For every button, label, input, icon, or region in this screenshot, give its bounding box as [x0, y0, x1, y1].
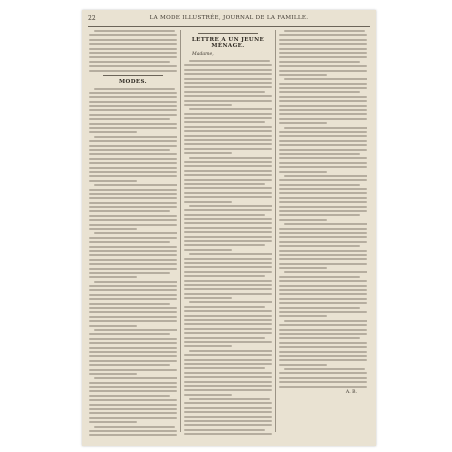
text-line	[279, 149, 367, 151]
text-line	[89, 171, 177, 173]
text-line	[89, 197, 177, 199]
text-line	[184, 113, 272, 115]
text-line	[279, 171, 327, 173]
text-line	[89, 434, 177, 436]
text-line	[279, 43, 367, 45]
text-line	[279, 236, 367, 238]
text-line	[284, 271, 367, 273]
text-line	[184, 64, 272, 66]
text-line	[184, 91, 265, 93]
text-line	[89, 285, 177, 287]
text-line	[89, 153, 177, 155]
text-line	[89, 158, 177, 160]
text-line	[279, 61, 360, 63]
text-line	[184, 402, 272, 404]
text-line	[284, 127, 367, 129]
text-line	[184, 214, 265, 216]
text-line	[89, 259, 177, 261]
text-line	[184, 227, 272, 229]
text-line	[184, 266, 272, 268]
text-line	[279, 48, 367, 50]
text-line	[184, 389, 272, 391]
text-line	[184, 424, 272, 426]
column-divider	[275, 30, 276, 432]
text-line	[89, 289, 177, 291]
text-line	[94, 136, 177, 138]
text-line	[89, 382, 177, 384]
text-line	[279, 118, 367, 120]
text-line	[184, 328, 272, 330]
text-line	[184, 271, 272, 273]
text-line	[184, 385, 272, 387]
text-line	[89, 241, 170, 243]
letter-salutation: Madame,	[192, 52, 214, 57]
text-block-right	[279, 30, 367, 388]
page-header	[88, 14, 370, 27]
text-line	[89, 360, 177, 362]
text-line	[184, 209, 272, 211]
text-line	[89, 123, 177, 125]
text-line	[89, 373, 137, 375]
text-line	[189, 398, 270, 400]
text-line	[184, 262, 272, 264]
text-line	[184, 222, 272, 224]
text-line	[184, 130, 272, 132]
text-line	[184, 135, 272, 137]
text-line	[89, 395, 170, 397]
text-line	[89, 390, 177, 392]
text-line	[89, 224, 177, 226]
text-line	[184, 73, 272, 75]
text-line	[279, 359, 367, 361]
text-line	[184, 407, 272, 409]
text-line	[279, 135, 367, 137]
column-left	[89, 30, 177, 436]
text-line	[184, 337, 265, 339]
text-line	[279, 267, 327, 269]
text-line	[184, 319, 272, 321]
text-line	[184, 143, 272, 145]
text-line	[184, 376, 272, 378]
text-line	[184, 297, 232, 299]
text-line	[184, 367, 265, 369]
text-line	[89, 101, 177, 103]
text-line	[89, 70, 177, 72]
text-line	[184, 218, 272, 220]
text-line	[279, 87, 367, 89]
text-line	[89, 43, 177, 45]
text-line	[89, 52, 177, 54]
text-line	[89, 140, 177, 142]
text-line	[89, 215, 177, 217]
text-line	[89, 298, 177, 300]
text-line	[184, 165, 272, 167]
text-line	[279, 302, 367, 304]
text-line	[279, 214, 360, 216]
text-line	[184, 359, 272, 361]
text-line	[279, 206, 367, 208]
text-line	[284, 78, 367, 80]
text-line	[189, 350, 272, 352]
text-line	[184, 363, 272, 365]
text-line	[279, 65, 367, 67]
text-line	[279, 263, 367, 265]
page-number: 22	[88, 15, 96, 22]
text-line	[279, 315, 327, 317]
text-line	[184, 275, 265, 277]
text-line	[184, 284, 272, 286]
text-line	[184, 341, 272, 343]
text-line	[184, 69, 272, 71]
text-line	[184, 139, 272, 141]
text-line	[279, 355, 367, 357]
text-line	[89, 65, 177, 67]
text-line	[89, 228, 137, 230]
text-line	[89, 417, 177, 419]
text-line	[89, 404, 177, 406]
text-line	[279, 250, 367, 252]
text-line	[94, 426, 175, 428]
text-line	[184, 420, 272, 422]
text-line	[184, 288, 272, 290]
text-line	[89, 114, 177, 116]
text-line	[94, 184, 177, 186]
text-line	[184, 192, 272, 194]
text-line	[279, 153, 360, 155]
text-line	[89, 145, 177, 147]
text-line	[184, 315, 272, 317]
text-line	[279, 307, 360, 309]
text-line	[279, 52, 367, 54]
text-line	[279, 329, 367, 331]
text-line	[184, 183, 265, 185]
text-line	[184, 104, 232, 106]
text-block-modes	[89, 88, 177, 436]
text-line	[184, 433, 272, 435]
text-line	[184, 381, 272, 383]
text-line	[89, 268, 177, 270]
text-line	[279, 109, 367, 111]
text-line	[89, 92, 177, 94]
text-line	[279, 293, 367, 295]
text-line	[279, 74, 327, 76]
column-middle	[184, 30, 272, 436]
text-line	[184, 196, 272, 198]
text-line	[89, 421, 137, 423]
text-line	[184, 187, 272, 189]
text-line	[89, 175, 177, 177]
text-line	[279, 131, 367, 133]
text-line	[184, 148, 272, 150]
text-line	[89, 347, 177, 349]
text-line	[89, 307, 177, 309]
text-line	[279, 34, 367, 36]
text-line	[94, 281, 177, 283]
text-line	[184, 258, 272, 260]
text-line	[184, 121, 265, 123]
text-line	[184, 249, 232, 251]
text-line	[189, 60, 270, 62]
text-line	[279, 201, 367, 203]
text-line	[279, 56, 367, 58]
text-line	[279, 258, 367, 260]
text-line	[94, 377, 177, 379]
text-line	[184, 416, 272, 418]
text-line	[184, 236, 272, 238]
text-line	[89, 237, 177, 239]
text-line	[279, 179, 367, 181]
text-line	[94, 329, 177, 331]
column-right	[279, 30, 367, 436]
text-line	[89, 338, 177, 340]
text-line	[89, 189, 177, 191]
text-line	[89, 61, 170, 63]
text-line	[184, 152, 232, 154]
text-line	[184, 244, 265, 246]
text-line	[184, 372, 272, 374]
text-line	[94, 88, 175, 90]
text-line	[89, 355, 177, 357]
text-line	[184, 240, 272, 242]
text-line	[189, 157, 272, 159]
newspaper-page	[82, 10, 376, 446]
text-line	[184, 429, 265, 431]
text-line	[89, 325, 137, 327]
text-line	[279, 346, 367, 348]
text-line	[279, 188, 367, 190]
text-line	[89, 430, 177, 432]
text-line	[89, 294, 177, 296]
text-line	[279, 162, 367, 164]
column-divider	[180, 30, 181, 432]
text-block-top	[89, 30, 177, 72]
text-line	[279, 372, 367, 374]
text-line	[184, 95, 272, 97]
text-line	[279, 386, 367, 388]
text-line	[184, 82, 272, 84]
text-line	[89, 254, 177, 256]
text-line	[94, 30, 175, 32]
text-line	[279, 285, 367, 287]
text-line	[284, 175, 367, 177]
text-line	[89, 320, 177, 322]
text-line	[89, 39, 177, 41]
text-line	[89, 351, 177, 353]
text-line	[89, 210, 170, 212]
text-line	[279, 157, 367, 159]
section-rule	[103, 75, 163, 76]
text-line	[279, 100, 367, 102]
text-line	[184, 306, 265, 308]
text-line	[184, 354, 272, 356]
text-line	[89, 399, 177, 401]
text-line	[279, 228, 367, 230]
text-line	[184, 201, 232, 203]
text-line	[89, 162, 177, 164]
text-line	[89, 364, 170, 366]
text-line	[279, 192, 367, 194]
text-line	[284, 30, 365, 32]
text-line	[89, 109, 177, 111]
text-line	[184, 411, 272, 413]
text-line	[184, 345, 232, 347]
text-line	[279, 298, 367, 300]
text-line	[89, 311, 177, 313]
text-line	[279, 280, 367, 282]
text-line	[279, 122, 327, 124]
text-line	[89, 219, 177, 221]
text-line	[184, 231, 272, 233]
text-line	[184, 100, 272, 102]
text-line	[89, 272, 170, 274]
text-line	[184, 293, 272, 295]
text-line	[94, 232, 177, 234]
text-line	[279, 381, 367, 383]
text-line	[89, 193, 177, 195]
text-line	[89, 127, 177, 129]
text-line	[184, 280, 272, 282]
text-line	[184, 78, 272, 80]
text-line	[279, 144, 367, 146]
text-line	[279, 113, 367, 115]
text-line	[279, 337, 360, 339]
text-line	[89, 369, 177, 371]
text-line	[184, 332, 272, 334]
text-line	[89, 56, 177, 58]
text-line	[89, 180, 137, 182]
text-line	[279, 351, 367, 353]
text-line	[284, 320, 367, 322]
text-line	[279, 324, 367, 326]
text-line	[189, 253, 272, 255]
text-line	[279, 364, 327, 366]
text-line	[184, 161, 272, 163]
text-line	[89, 333, 170, 335]
text-line	[89, 412, 177, 414]
text-line	[89, 202, 177, 204]
text-line	[189, 301, 272, 303]
text-line	[284, 223, 367, 225]
signature: A. B.	[345, 390, 357, 396]
text-line	[89, 206, 177, 208]
text-line	[189, 108, 272, 110]
text-line	[184, 174, 272, 176]
text-line	[279, 254, 367, 256]
text-line	[89, 342, 177, 344]
text-line	[279, 140, 367, 142]
text-line	[89, 316, 177, 318]
text-line	[279, 105, 367, 107]
text-line	[279, 241, 367, 243]
text-line	[184, 394, 232, 396]
text-line	[184, 117, 272, 119]
text-line	[184, 170, 272, 172]
text-line	[89, 246, 177, 248]
text-line	[184, 179, 272, 181]
text-line	[89, 276, 137, 278]
text-line	[89, 105, 177, 107]
section-rule	[198, 33, 258, 34]
text-line	[89, 118, 170, 120]
text-line	[279, 83, 367, 85]
text-line	[279, 377, 367, 379]
section-heading-letter: LETTRE A UN JEUNE MÉNAGE.	[191, 37, 265, 49]
text-line	[189, 205, 272, 207]
text-line	[279, 342, 367, 344]
text-line	[89, 408, 177, 410]
text-line	[89, 303, 170, 305]
text-line	[279, 333, 367, 335]
text-line	[89, 149, 170, 151]
text-line	[184, 323, 272, 325]
text-line	[279, 311, 367, 313]
text-line	[89, 263, 177, 265]
text-line	[279, 166, 367, 168]
text-line	[89, 167, 177, 169]
text-line	[184, 126, 272, 128]
text-line	[279, 276, 360, 278]
text-line	[89, 131, 137, 133]
text-line	[279, 289, 367, 291]
text-line	[89, 386, 177, 388]
text-line	[284, 368, 365, 370]
text-line	[279, 210, 367, 212]
text-line	[89, 96, 177, 98]
text-line	[89, 250, 177, 252]
text-line	[89, 34, 177, 36]
text-line	[279, 91, 360, 93]
text-line	[279, 232, 367, 234]
text-line	[184, 86, 272, 88]
text-block-letter	[184, 60, 272, 436]
text-line	[279, 70, 367, 72]
text-line	[279, 39, 367, 41]
text-line	[279, 197, 367, 199]
text-line	[184, 310, 272, 312]
section-heading-modes: MODES.	[119, 78, 147, 85]
text-line	[279, 184, 360, 186]
text-line	[279, 219, 327, 221]
journal-title: LA MODE ILLUSTRÉE, JOURNAL DE LA FAMILLE.	[149, 15, 309, 21]
text-line	[279, 245, 360, 247]
text-line	[279, 96, 367, 98]
text-line	[89, 48, 177, 50]
